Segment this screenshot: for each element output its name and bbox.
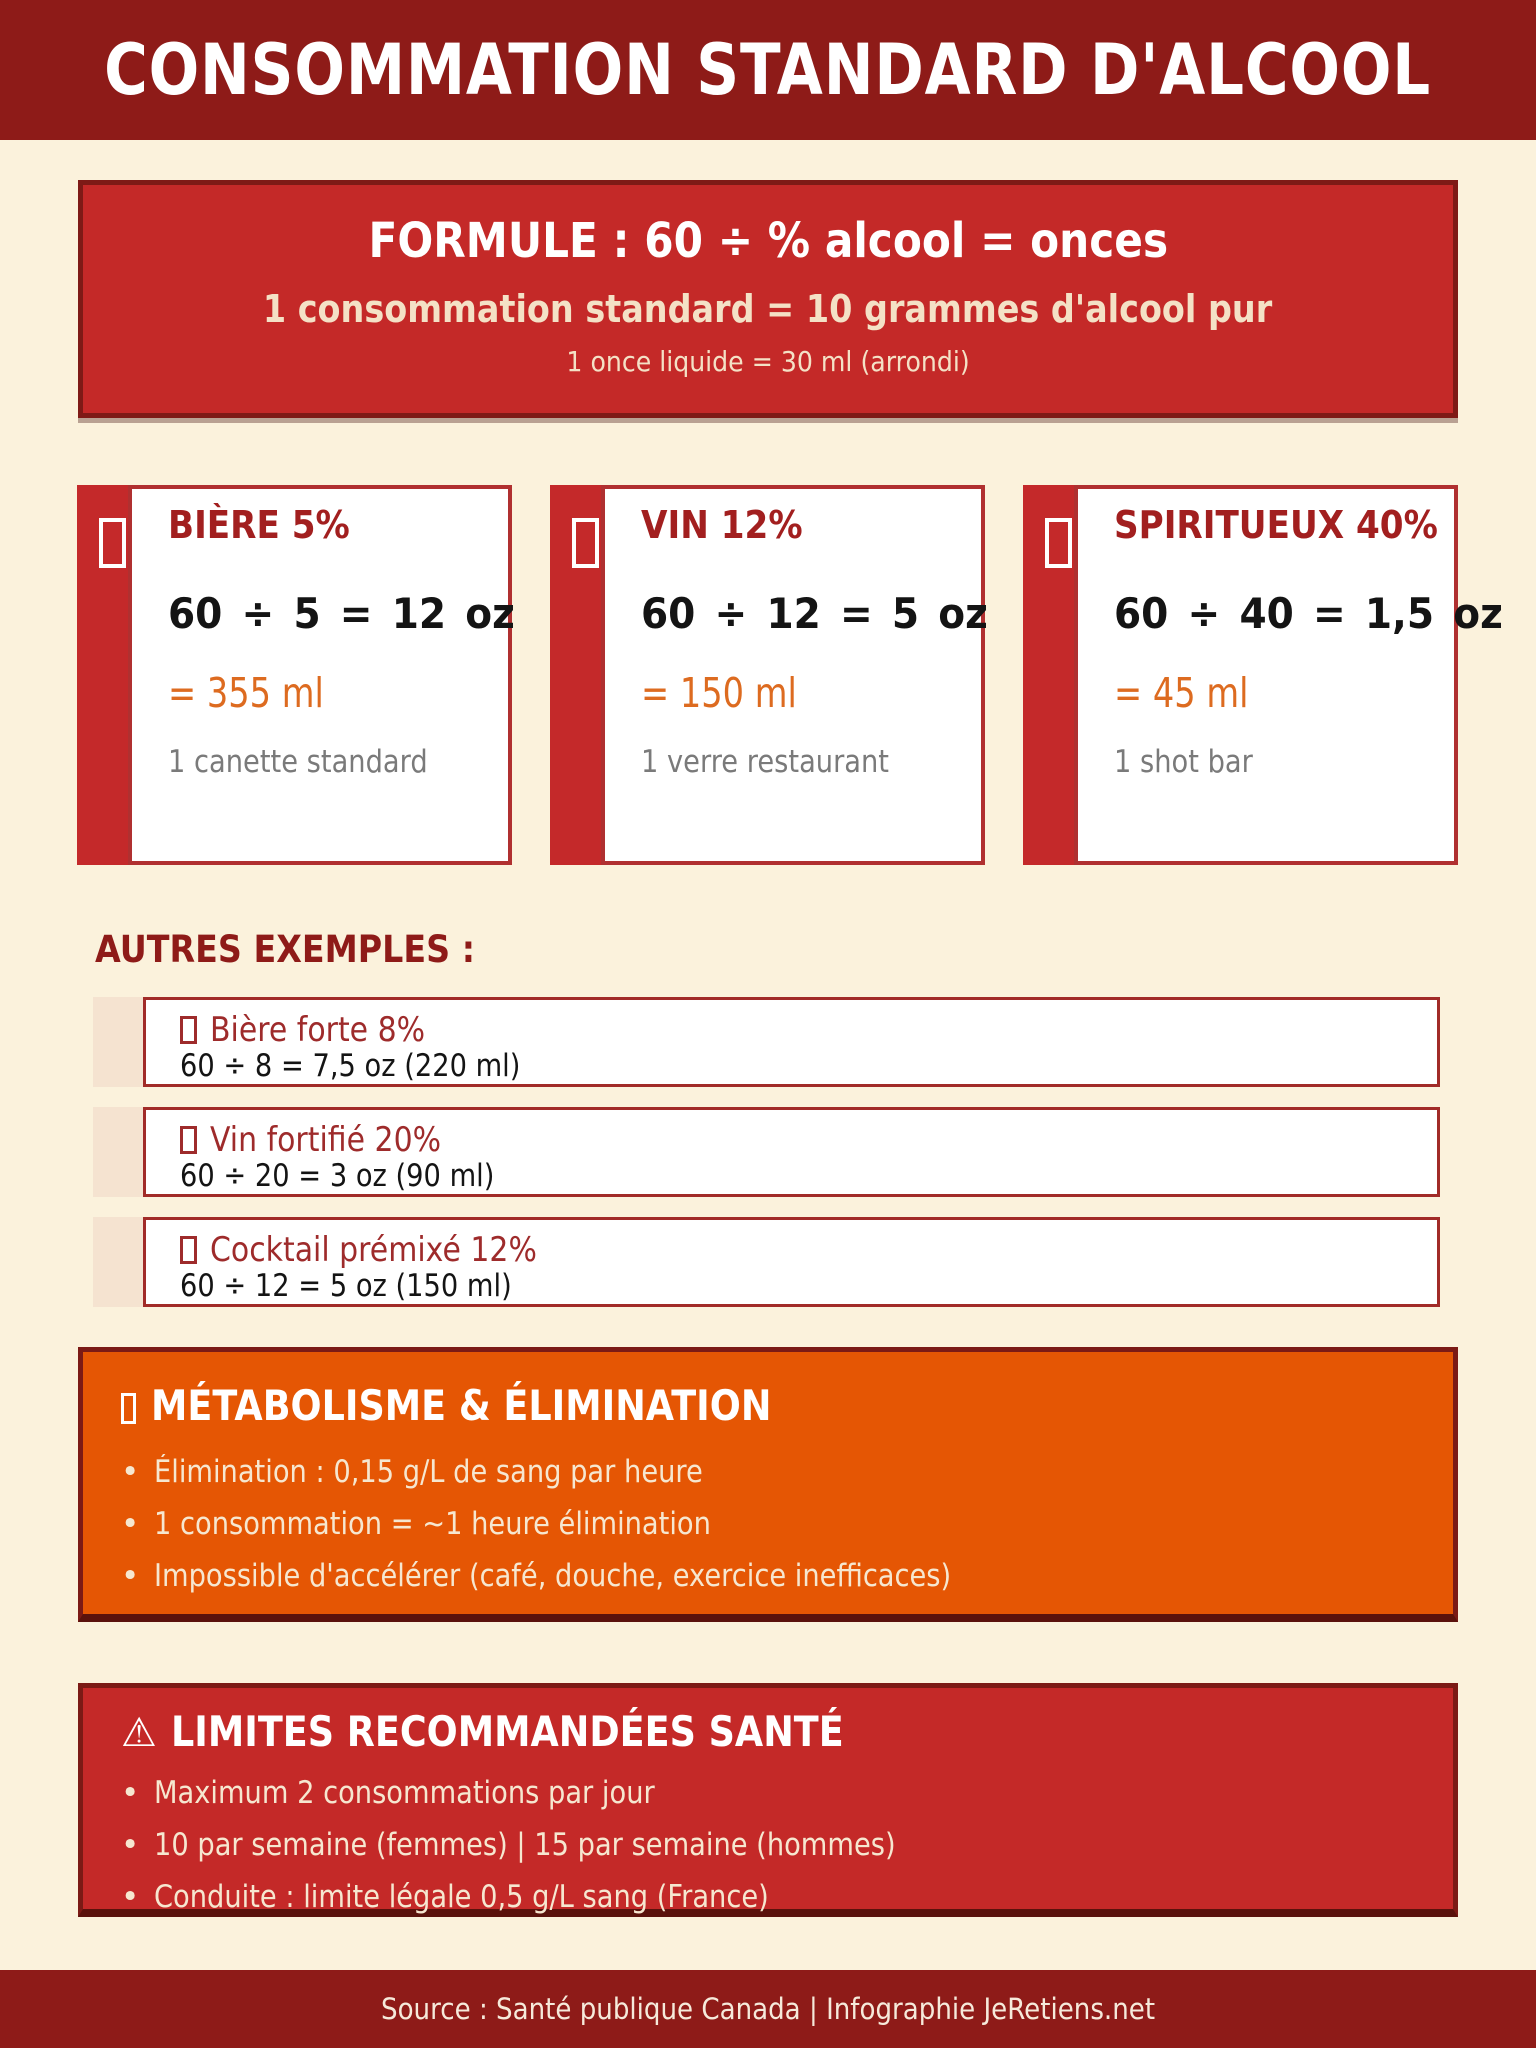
bullet-item: • Maximum 2 consommations par jour (121, 1775, 656, 1811)
source-credit: Source : Santé publique Canada | Infographie JeRetiens.net (380, 1992, 1156, 2026)
example-body (143, 1107, 1440, 1197)
example-body (143, 997, 1440, 1087)
card-title: BIÈRE 5% (168, 503, 350, 547)
card-spirits (1023, 485, 1503, 865)
limits-bullets (121, 1775, 1453, 1931)
footer-bar (0, 1970, 1536, 2048)
example-row-fortified-wine (93, 1107, 1440, 1197)
spirits-icon (1045, 518, 1072, 568)
card-title: VIN 12% (641, 503, 803, 547)
examples-heading: AUTRES EXEMPLES : (95, 928, 476, 971)
bullet-dot: • (121, 1558, 140, 1594)
example-title: Bière forte 8% (180, 1011, 1437, 1049)
formula-line-2: 1 consommation standard = 10 grammes d'alcool pur (263, 287, 1273, 331)
card-beer (77, 485, 515, 865)
example-accent-strip (93, 1217, 143, 1307)
formula-line-3: 1 once liquide = 30 ml (arrondi) (566, 345, 970, 378)
example-formula: 60 ÷ 8 = 7,5 oz (220 ml) (180, 1048, 521, 1084)
example-row-cocktail (93, 1217, 1440, 1307)
wine-icon (572, 518, 599, 568)
bullet-dot: • (121, 1827, 140, 1863)
example-accent-strip (93, 1107, 143, 1197)
example-accent-strip (93, 997, 143, 1087)
metabolism-bullets (121, 1454, 1453, 1610)
metabolism-box (78, 1347, 1458, 1622)
bullet-item: • Élimination : 0,15 g/L de sang par heure (121, 1454, 704, 1490)
header-bar (0, 0, 1536, 140)
warning-icon: ⚠ (121, 1710, 157, 1756)
card-formula: 60 ÷ 5 = 12 oz (168, 589, 515, 638)
bullet-item: • 1 consommation = ~1 heure élimination (121, 1506, 712, 1542)
bullet-item: • Impossible d'accélérer (café, douche, exercice inefficaces) (121, 1558, 952, 1594)
card-volume: = 355 ml (168, 669, 324, 717)
bullet-dot: • (121, 1506, 140, 1542)
card-title: SPIRITUEUX 40% (1114, 503, 1438, 547)
example-row-strong-beer (93, 997, 1440, 1087)
bullet-dot: • (121, 1454, 140, 1490)
example-formula: 60 ÷ 12 = 5 oz (150 ml) (180, 1268, 512, 1304)
example-body (143, 1217, 1440, 1307)
example-formula: 60 ÷ 20 = 3 oz (90 ml) (180, 1158, 495, 1194)
limits-title: ⚠ LIMITES RECOMMANDÉES SANTÉ (121, 1707, 844, 1756)
metabolism-icon (121, 1393, 136, 1424)
strong-beer-icon (180, 1016, 197, 1044)
bullet-item: • Conduite : limite légale 0,5 g/L sang (France) (121, 1879, 770, 1915)
card-caption: 1 shot bar (1114, 744, 1253, 780)
card-body (128, 485, 515, 865)
premixed-cocktail-icon (180, 1236, 197, 1264)
bullet-item: • 10 par semaine (femmes) | 15 par semaine (hommes) (121, 1827, 896, 1863)
card-formula: 60 ÷ 12 = 5 oz (641, 589, 988, 638)
fortified-wine-icon (180, 1126, 197, 1154)
bullet-dot: • (121, 1879, 140, 1915)
beer-icon (99, 518, 126, 568)
card-formula: 60 ÷ 40 = 1,5 oz (1114, 589, 1503, 638)
metabolism-title: MÉTABOLISME & ÉLIMINATION (121, 1382, 1453, 1430)
page-title: CONSOMMATION STANDARD D'ALCOOL (104, 29, 1432, 111)
card-caption: 1 verre restaurant (641, 744, 890, 780)
formula-line-1: FORMULE : 60 ÷ % alcool = onces (368, 213, 1168, 269)
card-volume: = 45 ml (1114, 669, 1249, 717)
card-body (601, 485, 988, 865)
limits-box (78, 1683, 1458, 1917)
card-caption: 1 canette standard (168, 744, 428, 780)
example-title: Vin fortifié 20% (180, 1121, 1437, 1159)
card-body (1074, 485, 1503, 865)
card-volume: = 150 ml (641, 669, 797, 717)
formula-box (78, 180, 1458, 418)
card-wine (550, 485, 988, 865)
bullet-dot: • (121, 1775, 140, 1811)
example-title: Cocktail prémixé 12% (180, 1231, 1437, 1269)
